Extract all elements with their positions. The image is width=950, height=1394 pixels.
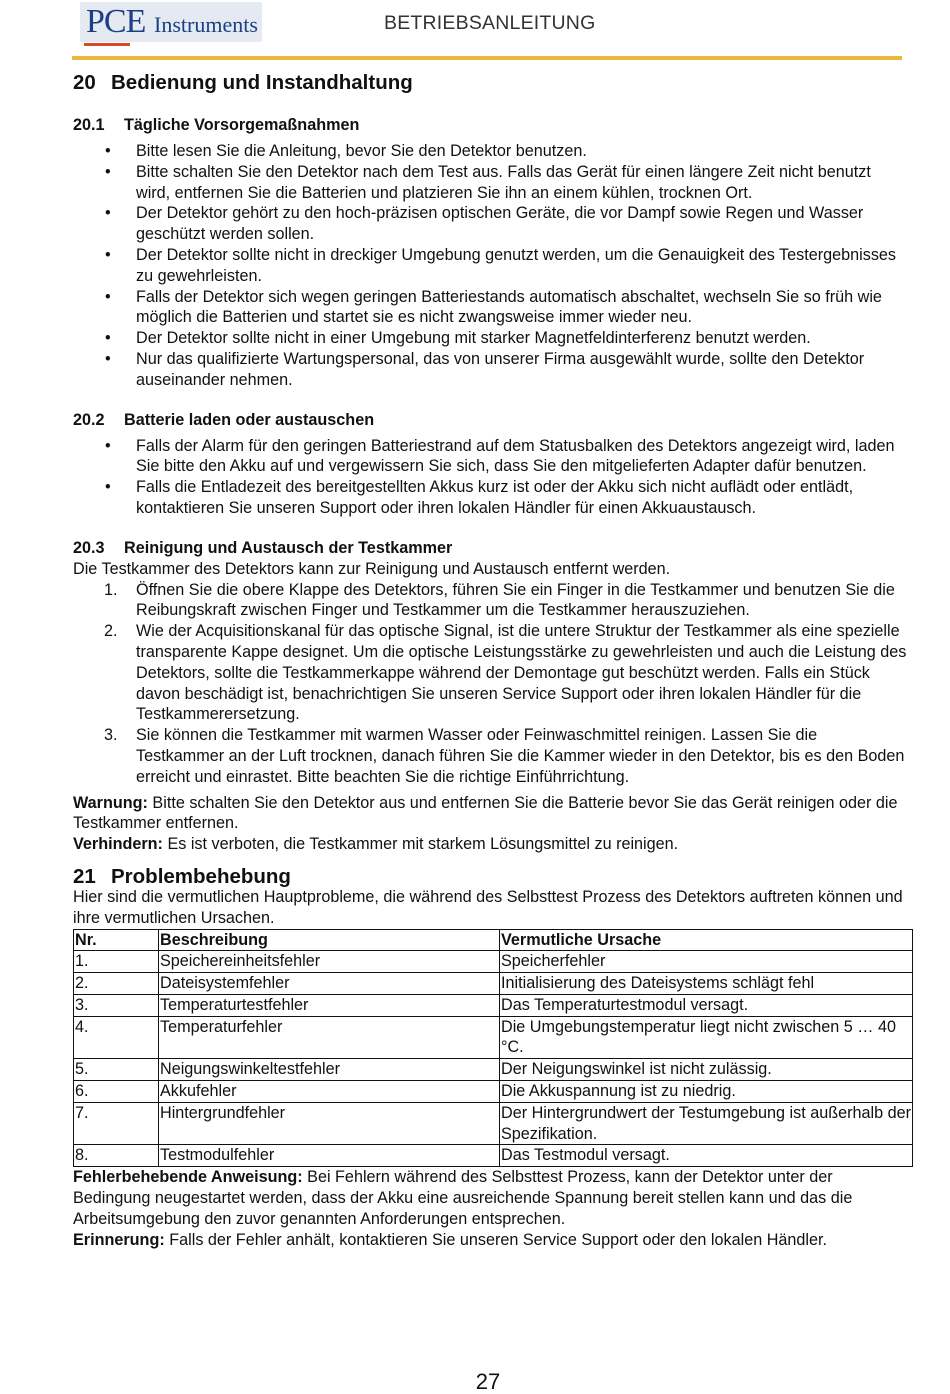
list-item: • Falls der Detektor sich wegen geringen Batteriestands automatisch abschaltet, wechseln Sie so früh wie möglich die Batterien und startet sie es nicht zwangsweise immer wieder neu. [105, 287, 882, 327]
list-item: • Bitte schalten Sie den Detektor nach dem Test aus. Falls das Gerät für einen längere Zeit nicht benutzt wird, entfernen Sie die Batterien und platzieren Sie ihn an einem kühlen, trocknen Ort. [105, 162, 871, 202]
table-row: 3. Temperaturtestfehler Das Temperaturtestmodul versagt. [74, 994, 913, 1016]
subsection-number: 20.1 [73, 116, 105, 134]
section-number: 20 [73, 71, 96, 94]
section-number: 21 [73, 864, 96, 888]
list-item: 3. Sie können die Testkammer mit warmen Wasser oder Feinwaschmittel reinigen. Lassen Sie die Testkammer an der Luft trocknen, danach führen Sie die Kammer wieder in den Detektor, bis es den Boden erreicht und einrastet. Bitte beachten Sie die richtige Einführrichtung. [104, 726, 905, 786]
reminder-note: Erinnerung: Falls der Fehler anhält, kontaktieren Sie unseren Service Support oder den lokalen Händler. [73, 1230, 828, 1249]
list-item: • Nur das qualifizierte Wartungspersonal, das von unserer Firma ausgewählt wurde, sollte den Detektor auseinander nehmen. [105, 349, 865, 389]
warning-note: Warnung: Bitte schalten Sie den Detektor aus und entfernen Sie die Batterie bevor Sie das Gerät reinigen oder die Testkammer entfernen. [73, 793, 898, 833]
section-20-heading [73, 70, 909, 96]
list-item: 1. Öffnen Sie die obere Klappe des Detektors, führen Sie ein Finger in die Testkammer und benutzen Sie die Reibungskraft zwischen Finger und Testkammer um die Testkammer herauszuziehen. [104, 580, 895, 620]
header-rule [72, 56, 902, 60]
troubleshooting-intro: Hier sind die vermutlichen Hauptprobleme, die während des Selbsttest Prozess des Detektors auftreten können und ihre vermutlichen Ursachen. [73, 887, 903, 927]
subsection-title: Batterie laden oder austauschen [124, 410, 375, 429]
section-title: Problembehebung [111, 864, 291, 888]
table-row: 6. Akkufehler Die Akkuspannung ist zu niedrig. [74, 1081, 913, 1103]
prevent-label: Verhindern: [73, 835, 163, 854]
daily-precautions-list [73, 141, 909, 391]
list-item: • Der Detektor sollte nicht in dreckiger Umgebung genutzt werden, um die Genauigkeit des Testergebnisses zu gewehrleisten. [105, 245, 897, 285]
page-header [0, 0, 950, 62]
section-title: Bedienung und Instandhaltung [111, 71, 413, 94]
warning-label: Warnung: [73, 793, 148, 812]
subsection-title: Tägliche Vorsorgemaßnahmen [124, 116, 360, 134]
logo-pce-text: PCE [86, 3, 146, 40]
list-item: 2. Wie der Acquisitionskanal für das optische Signal, ist die untere Struktur der Testkammer als eine spezielle transparente Kappe designet. Um die optische Leistungsstärke zu gewehrleisten und auch die Leistung des Detektors, sollte die Testkammerkappe während der Demontage gut beschützt werden. Falls ein Stück davon beschädigt ist, benachrichtigen Sie unseren Service Support oder ihren lokalen Händler für die Testkammerersetzung. [104, 622, 907, 724]
list-item: • Der Detektor gehört zu den hoch-präzisen optischen Geräte, die vor Dampf sowie Regen und Wasser geschützt werden sollen. [105, 204, 864, 244]
table-row: 1. Speichereinheitsfehler Speicherfehler [74, 951, 913, 973]
reminder-label: Erinnerung: [73, 1230, 165, 1249]
logo-instruments-text: Instruments [154, 12, 258, 37]
table-header-row: Nr. Beschreibung Vermutliche Ursache [74, 929, 913, 951]
table-row: 7. Hintergrundfehler Der Hintergrundwert der Testumgebung ist außerhalb der Spezifikation. [74, 1102, 913, 1145]
header-title: BETRIEBSANLEITUNG [384, 12, 596, 34]
fix-instruction: Fehlerbehebende Anweisung: Bei Fehlern während des Selbsttest Prozess, kann der Detektor unter der Bedingung neugestartet werden, dass der Akku eine ausreichende Spannung bereit stellen kann und das die Arbeitsumgebung den zuvor genannten Anforderungen entsprechen. [73, 1168, 853, 1228]
section-20-3-heading [73, 538, 909, 559]
table-row: 5. Neigungswinkeltestfehler Der Neigungswinkel ist nicht zulässig. [74, 1059, 913, 1081]
section-20-2-heading [73, 410, 909, 431]
table-row: 8. Testmodulfehler Das Testmodul versagt. [74, 1145, 913, 1167]
page-number: 27 [475, 1369, 501, 1394]
list-item: • Falls der Alarm für den geringen Batteriestrand auf dem Statusbalken des Detektors angezeigt wird, laden Sie bitte den Akku auf und vergewissern Sie sich, dass Sie den mitgelieferten Adapter dafür benutzen. [105, 436, 895, 476]
cleaning-intro: Die Testkammer des Detektors kann zur Reinigung und Austausch entfernt werden. [73, 559, 671, 578]
logo-accent-bar [84, 43, 130, 46]
battery-list [73, 436, 909, 519]
list-item: • Falls die Entladezeit des bereitgestellten Akkus kurz ist oder der Akku sich nicht auflädt oder entlädt, kontaktieren Sie unseren Support oder ihren lokalen Händler für einen Akkuaustausch. [105, 478, 854, 517]
pce-instruments-logo [80, 2, 262, 42]
table-row: 2. Dateisystemfehler Initialisierung des Dateisystems schlägt fehl [74, 973, 913, 995]
list-item: • Der Detektor sollte nicht in einer Umgebung mit starker Magnetfeldinterferenz benutzt werden. [105, 329, 811, 348]
page-content [73, 70, 909, 1250]
fix-label: Fehlerbehebende Anweisung: [73, 1168, 303, 1187]
prevent-note: Verhindern: Es ist verboten, die Testkammer mit starkem Lösungsmittel zu reinigen. [73, 835, 679, 854]
list-item: • Bitte lesen Sie die Anleitung, bevor Sie den Detektor benutzen. [105, 142, 587, 160]
subsection-title: Reinigung und Austausch der Testkammer [124, 538, 453, 557]
subsection-number: 20.3 [73, 538, 105, 557]
error-table [73, 929, 913, 1168]
section-20-1-heading [73, 115, 909, 136]
table-row: 4. Temperaturfehler Die Umgebungstemperatur liegt nicht zwischen 5 … 40 °C. [74, 1016, 913, 1059]
subsection-number: 20.2 [73, 410, 105, 429]
cleaning-steps [73, 580, 909, 788]
